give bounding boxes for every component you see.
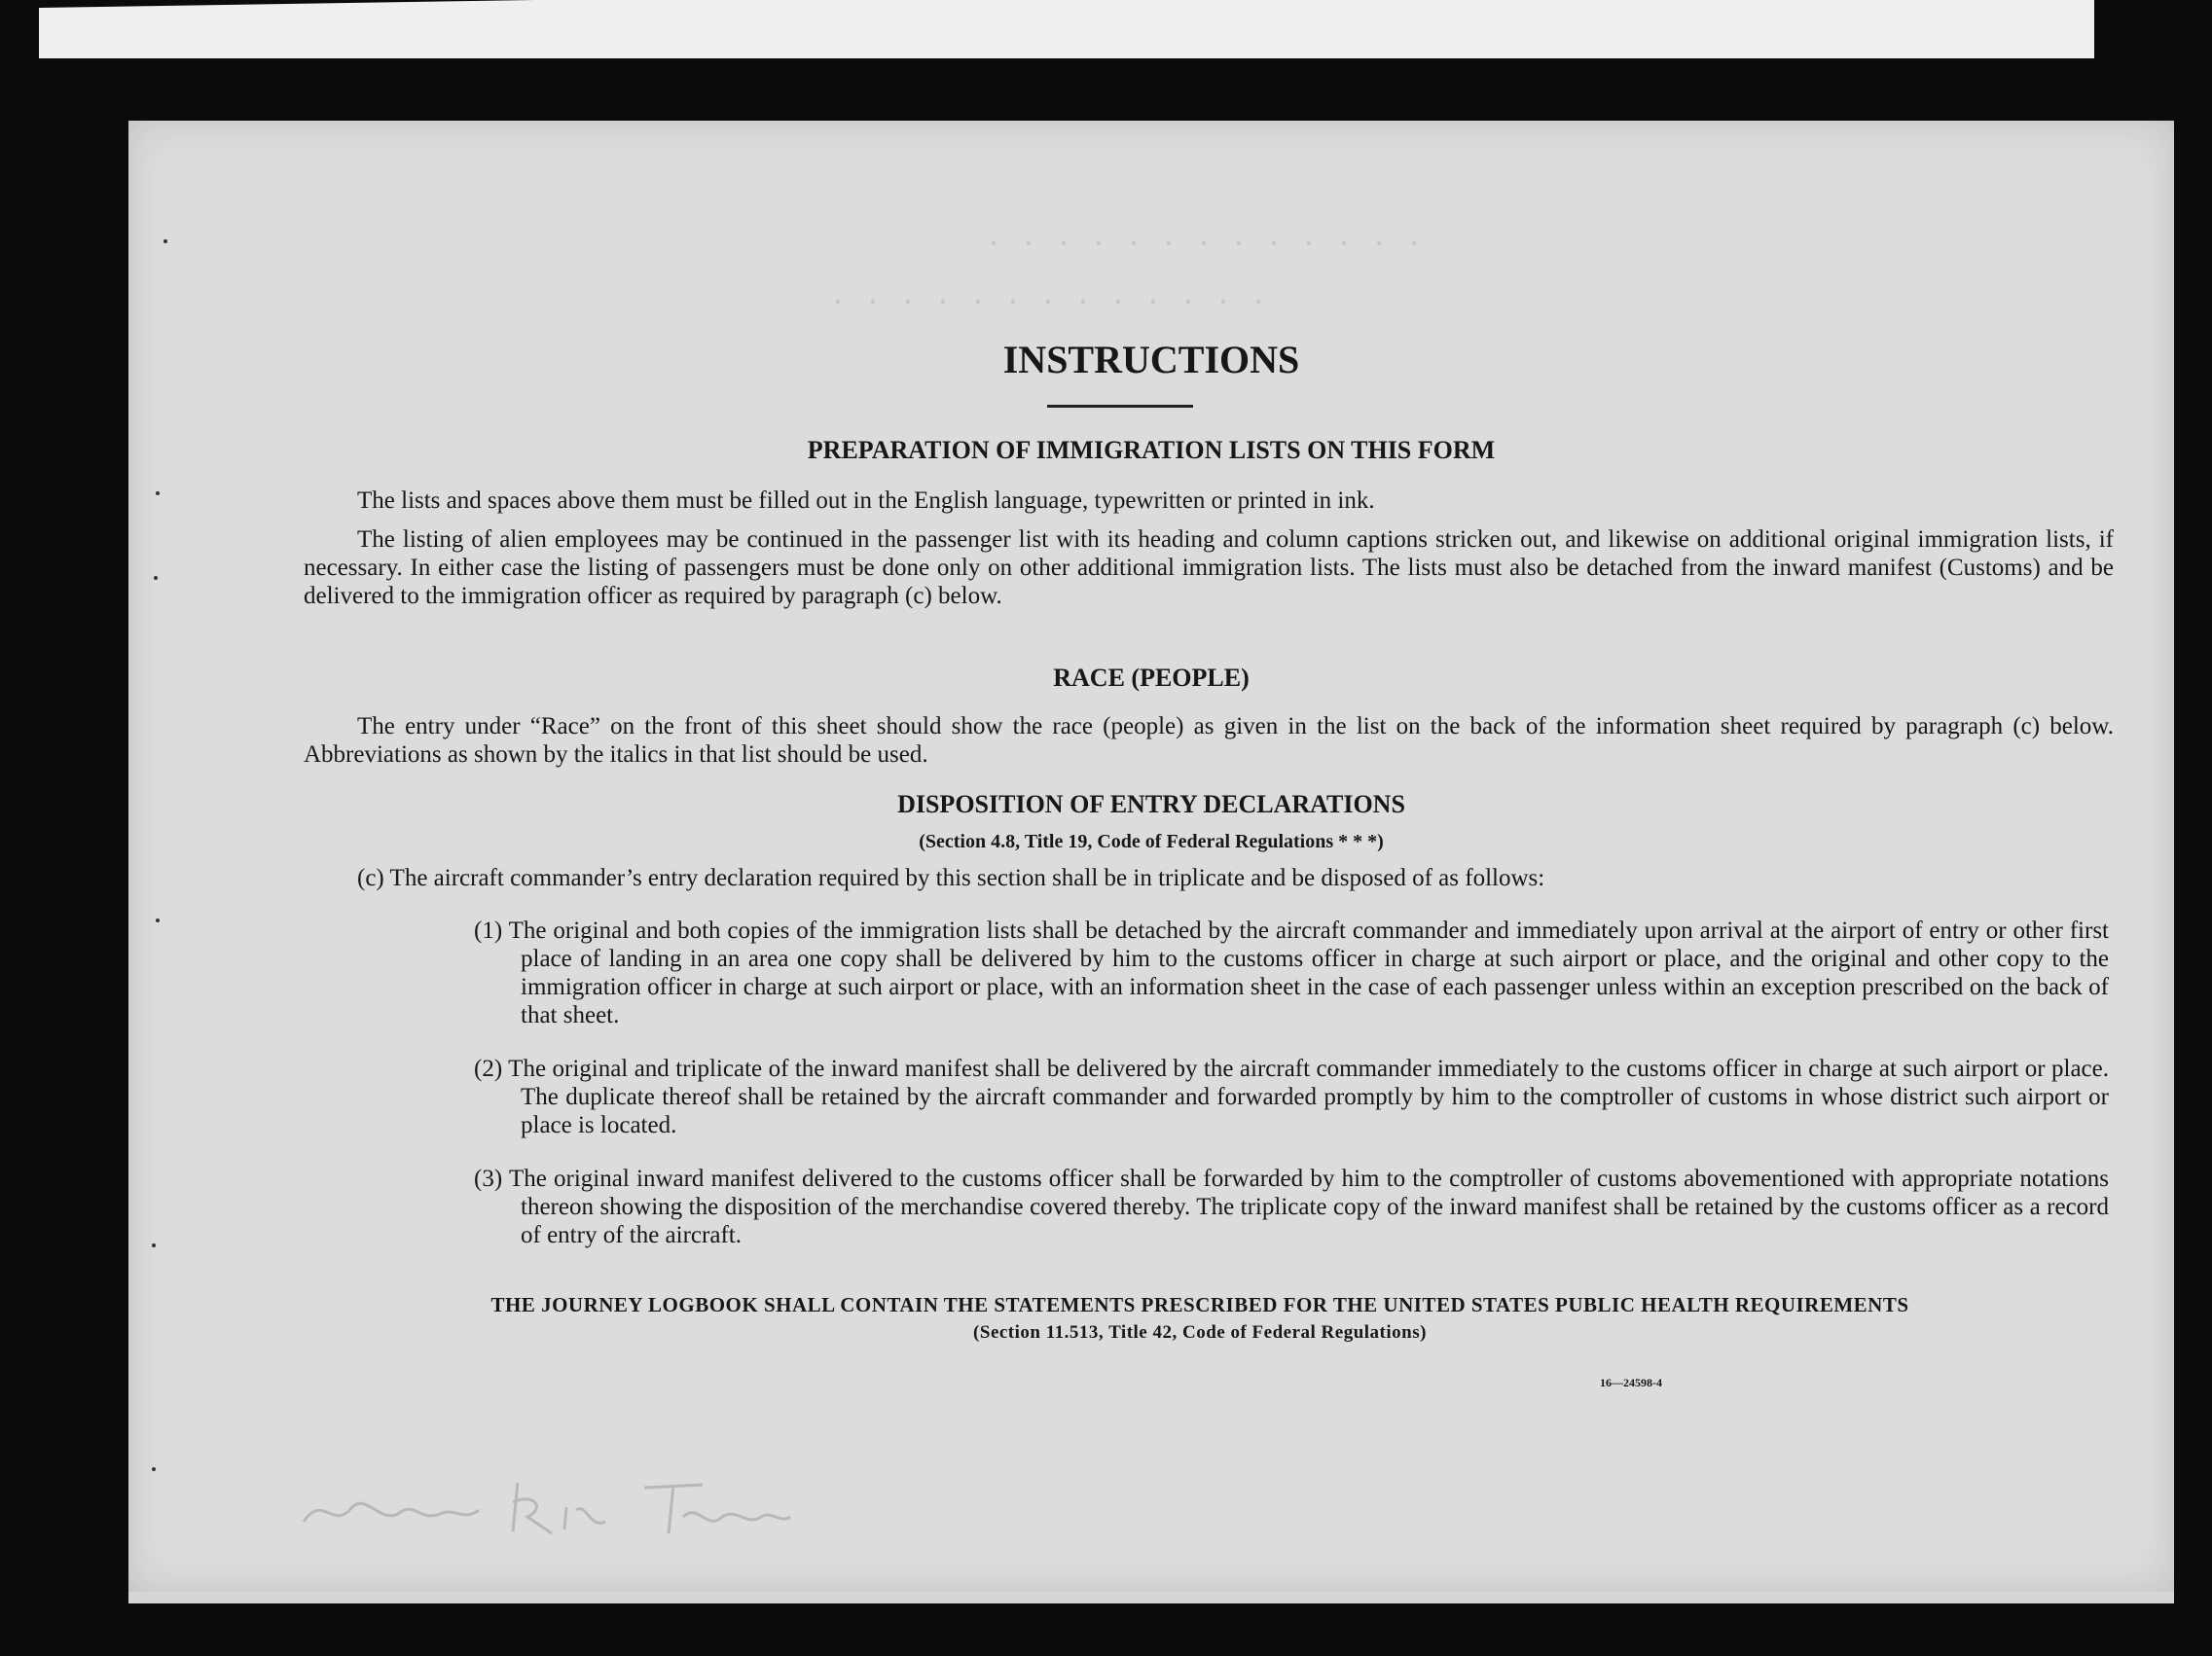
list-item (474, 1055, 2109, 1139)
scan-speck (156, 918, 160, 922)
list-item (474, 917, 2109, 1029)
scan-speck (156, 491, 160, 495)
disposition-citation: (Section 4.8, Title 19, Code of Federal Regulations * * *) (919, 831, 1384, 852)
handwritten-signature (294, 1463, 800, 1551)
list-item-number: (3) (474, 1166, 503, 1192)
title-underline (1047, 405, 1193, 408)
list-item-text: The original and both copies of the immigration lists shall be detached by the aircraft commander and immediately upon arrival at the airport of entry or other first place of landing in an area one copy shall be delivered by him to the customs officer in charge at such airport or place, and the original and other copy to the immigration officer in charge at such airport or place, with an information sheet in the case of each passenger unless within an exception prescribed on the back of that sheet. (508, 918, 2109, 1028)
bleed-through-mark: · · · · · · · · · · · · · (985, 228, 1424, 261)
disposition-intro: (c) The aircraft commander’s entry declaration required by this section shall be in triplicate and be disposed of as follows: (357, 865, 1545, 891)
section-heading-race: RACE (PEOPLE) (1053, 664, 1250, 692)
bleed-through-mark: · · · · · · · · · · · · · (829, 286, 1268, 319)
list-item-number: (1) (474, 918, 503, 944)
document-sheet (128, 121, 2174, 1592)
list-item-text: The original inward manifest delivered to the customs officer shall be forwarded by him to the comptroller of customs abovementioned with appropriate notations thereon showing the disposition of the merchandise covered thereby. The triplicate copy of the inward manifest shall be retained by the customs officer as a record of entry of the aircraft. (508, 1166, 2109, 1248)
preparation-paragraph-2: The listing of alien employees may be continued in the passenger list with its heading and column captions stricken out, and likewise on additional original immigration lists, if necessary. In either case the listing of passengers must be done only on other additional immigration lists. The lists must also be detached from the inward manifest (Customs) and be delivered to the immigration officer as required by paragraph (c) below. (304, 526, 2114, 609)
sheet-bottom-edge (128, 1592, 2174, 1603)
scan-speck (163, 239, 167, 243)
scan-speck (154, 576, 158, 580)
list-item (474, 1165, 2109, 1249)
form-number: 16—24598-4 (1600, 1376, 1662, 1389)
footer-requirements: THE JOURNEY LOGBOOK SHALL CONTAIN THE STATEMENTS PRESCRIBED FOR THE UNITED STATES PUBLIC HEALTH REQUIREMENTS (490, 1293, 1909, 1316)
race-paragraph: The entry under “Race” on the front of this sheet should show the race (people) as given in the list on the back of the information sheet required by paragraph (c) below. Abbreviations as shown by the italics in that list should be used. (304, 713, 2114, 768)
list-item-number: (2) (474, 1056, 503, 1082)
section-heading-preparation: PREPARATION OF IMMIGRATION LISTS ON THIS FORM (807, 436, 1496, 464)
preparation-paragraph-1: The lists and spaces above them must be filled out in the English language, typewritten or printed in ink. (357, 487, 1375, 514)
scan-background (0, 58, 2212, 126)
section-heading-disposition: DISPOSITION OF ENTRY DECLARATIONS (897, 790, 1405, 818)
scan-speck (152, 1467, 156, 1471)
list-item-text: The original and triplicate of the inward manifest shall be delivered by the aircraft commander immediately to the customs officer in charge at such airport or place. The duplicate thereof shall be retained by the aircraft commander and forwarded promptly by him to the comptroller of customs in whose district such airport or place is located. (508, 1056, 2109, 1138)
scan-speck (152, 1243, 156, 1247)
page-title: INSTRUCTIONS (1002, 338, 1300, 381)
footer-citation: (Section 11.513, Title 42, Code of Federal Regulations) (973, 1322, 1427, 1343)
